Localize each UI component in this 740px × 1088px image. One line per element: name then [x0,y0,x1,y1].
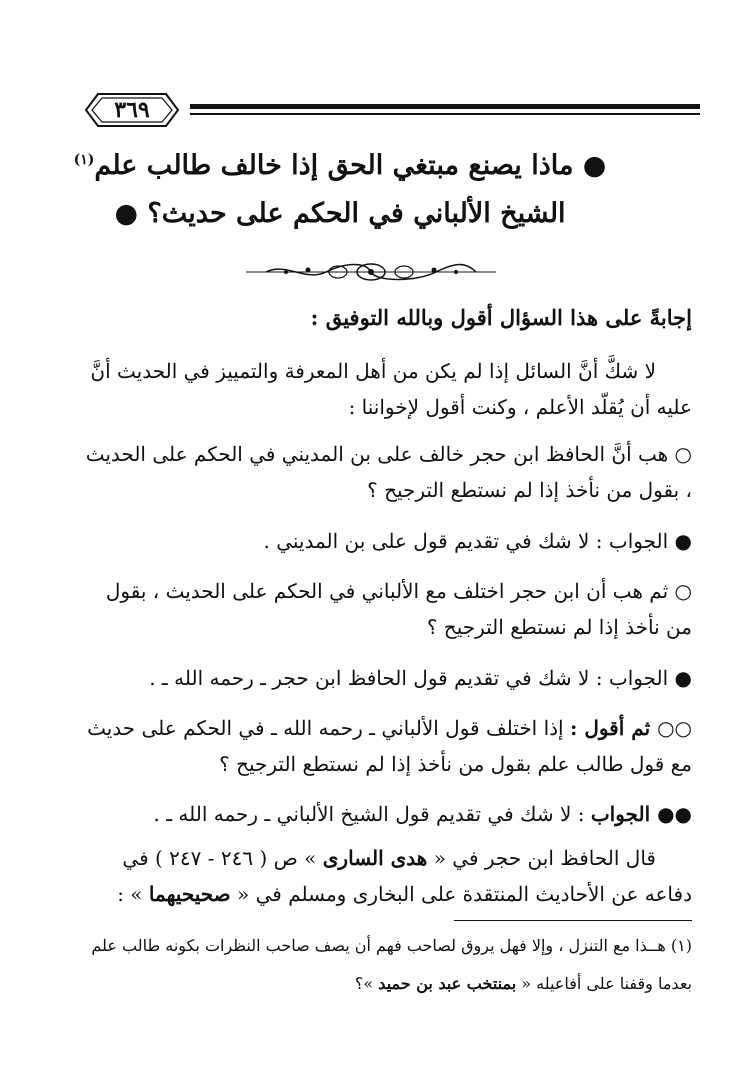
paragraph-6-text: إذا اختلف قول الألباني ـ رحمه الله ـ في الحكم على حديث مع قول طالب علم بقول من نأخذ إذا لم نستطع الترجيح ؟ [87,716,692,776]
paragraph-5: ● الجواب : لا شك في تقديم قول الحافظ ابن حجر ـ رحمه الله ـ . [149,666,692,690]
footnote-part-c: »؟ [354,974,379,993]
paragraph-8-part-d: » : [117,882,149,906]
paragraph-1: لا شكَّ أنَّ السائل إذا لم يكن من أهل المعرفة والتمييز في الحديث أنَّ عليه أن يُقلّد الأعلم ، وكنت أقول لإخواننا : [90,359,692,419]
paragraph-7-text: : لا شك في تقديم قول الشيخ الألباني ـ رحمه الله ـ . [153,802,591,826]
floral-divider-icon [246,258,496,286]
title-footnote-mark: (١) [73,152,95,168]
paragraph-8 [76,840,692,912]
page-number-badge [84,92,180,128]
header-rule-thin [190,113,700,115]
book-title-sahihayhima: صحيحيهما [148,882,231,906]
page-number: ٣٦٩ [114,97,150,123]
book-title-hady-alsari: هدى السارى [322,846,428,870]
footnote-separator [454,920,692,921]
answer-intro: إجابةً على هذا السؤال أقول وبالله التوفيق : [310,305,692,330]
paragraph-7 [76,796,706,832]
paragraph-8-part-a: قال الحافظ ابن حجر في « [427,846,656,870]
paragraph-8-part-c: » ص ( ٢٤٦ - ٢٤٧ ) في دفاعه عن الأحاديث المنتقدة على البخارى ومسلم في « [122,846,692,906]
title-text-1: ● ماذا يصنع مبتغي الحق إذا خالف طالب علم [94,150,607,181]
paragraph-6-lead: ○○ ثم أقول : [569,716,692,740]
question-title-line-1 [60,150,620,181]
paragraph-3: ● الجواب : لا شك في تقديم قول على بن المديني . [263,529,692,553]
footnote-part-a: (١) هــذا مع التنزل ، وإلا فهل يروق لصاحب فهم أن يصف صاحب النظرات بكونه طالب علم بعدما وقفنا على أفاعيله « [91,936,692,993]
header-rule-thick [190,104,700,109]
page-header [80,92,700,138]
footnote [76,927,692,1003]
footnote-book-title: بمنتخب عبد بن حميد [378,974,517,993]
paragraph-4: ○ ثم هب أن ابن حجر اختلف مع الألباني في الحكم على الحديث ، بقول من نأخذ إذا لم نستطع الترجيح ؟ [105,579,692,639]
question-title-line-2: الشيخ الألباني في الحكم على حديث؟ ● [114,198,566,229]
paragraph-2: ○ هب أنَّ الحافظ ابن حجر خالف على بن المديني في الحكم على الحديث ، بقول من نأخذ إذا لم نستطع الترجيح ؟ [85,442,692,502]
paragraph-6 [76,710,692,782]
paragraph-7-lead: ●● الجواب [590,802,692,826]
